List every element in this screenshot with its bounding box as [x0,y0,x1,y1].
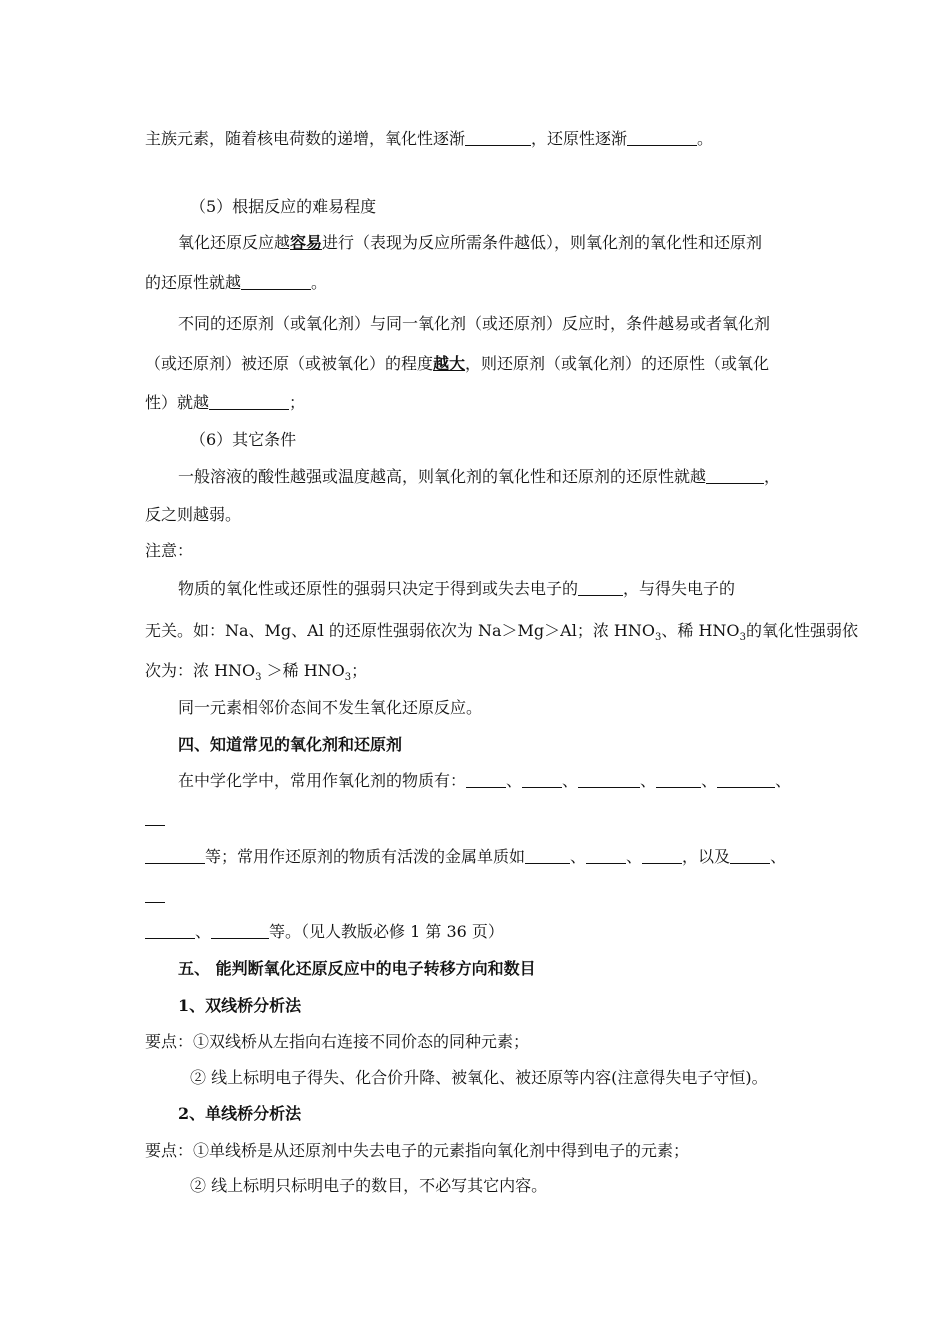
fill-blank[interactable] [730,847,770,864]
fill-blank[interactable] [145,847,205,864]
subsection-single-bridge: 2、单线桥分析法 [178,1104,302,1123]
line-1: 主族元素，随着核电荷数的递增，氧化性逐渐 ，还原性逐渐 。 [145,129,714,148]
fill-blank[interactable] [706,467,764,484]
fill-blank[interactable] [642,847,682,864]
fill-blank[interactable] [656,771,701,788]
fill-blank[interactable] [211,922,269,939]
fill-blank[interactable] [717,771,775,788]
fill-blank[interactable] [522,771,562,788]
fill-blank[interactable] [209,393,289,410]
line-7: 性）就越 ； [145,393,306,412]
fill-blank[interactable] [525,847,570,864]
section-heading-5: （5）根据反应的难易程度 [190,197,377,216]
fill-blank[interactable] [578,771,640,788]
emphasis-text: 越大 [433,354,466,373]
line-6: （或还原剂）被还原（或被氧化）的程度越大，则还原剂（或氧化剂）的还原性（或氧化 [145,354,770,373]
line-9: 一般溶液的酸性越强或温度越高，则氧化剂的氧化性和还原剂的还原性就越 ， [178,467,781,486]
section-heading-6: （6）其它条件 [190,430,297,449]
line-15: 同一元素相邻价态间不发生氧化还原反应。 [178,698,483,717]
line-28: ② 线上标明只标明电子的数目，不必写其它内容。 [190,1176,548,1195]
fill-blank[interactable] [465,129,531,146]
line-19: 等；常用作还原剂的物质有活泼的金属单质如 、 、 ，以及 、 [145,846,786,868]
subsection-double-bridge: 1、双线桥分析法 [178,996,302,1015]
line-13: 无关。如：Na、Mg、Al 的还原性强弱依次为 Na＞Mg＞Al；浓 $HNO_3$、稀 $HNO_3$的氧化性强弱依 [145,621,858,644]
line-25: ② 线上标明电子得失、化合价升降、被氧化、被还原等内容(注意得失电子守恒)。 [190,1068,768,1087]
note-label: 注意： [145,541,194,560]
line-14: 次为：浓 $HNO_3$ ＞稀 $HNO_3$； [145,661,368,684]
line-12: 物质的氧化性或还原性的强弱只决定于得到或失去电子的 ，与得失电子的 [178,579,736,598]
fill-blank[interactable] [241,273,311,290]
section-heading-four: 四、知道常见的氧化剂和还原剂 [178,735,403,754]
line-24: 要点：①双线桥从左指向右连接不同价态的同种元素； [145,1032,530,1051]
line-3: 氧化还原反应越容易进行（表现为反应所需条件越低），则氧化剂的氧化性和还原剂 [178,233,763,252]
line-27: 要点：①单线桥是从还原剂中失去电子的元素指向氧化剂中得到电子的元素； [145,1141,690,1160]
line-17: 在中学化学中，常用作氧化剂的物质有： 、 、 、 、 、 [178,771,792,790]
emphasis-text: 容易 [290,233,323,252]
section-heading-five: 五、 能判断氧化还原反应中的电子转移方向和数目 [178,959,536,978]
fill-blank[interactable] [466,771,506,788]
line-18 [145,808,165,830]
fill-blank[interactable] [145,886,165,903]
fill-blank[interactable] [578,579,623,596]
fill-blank[interactable] [586,847,626,864]
line-5: 不同的还原剂（或氧化剂）与同一氧化剂（或还原剂）反应时，条件越易或者氧化剂 [178,314,771,333]
line-21: 、 等。（见人教版必修 1 第 36 页） [145,921,504,943]
line-10: 反之则越弱。 [145,505,242,524]
line-20 [145,885,165,907]
fill-blank[interactable] [145,922,195,939]
fill-blank[interactable] [627,129,697,146]
fill-blank[interactable] [145,809,165,826]
line-4: 的还原性就越 。 [145,273,328,292]
